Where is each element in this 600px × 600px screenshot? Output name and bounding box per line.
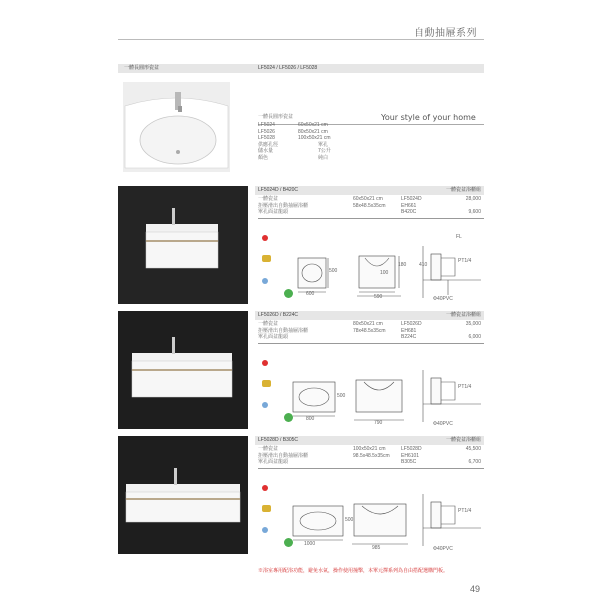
product-header-bar — [118, 64, 484, 73]
set-row: 拒壓滑出自動抽屜浴櫃 58x48.5x35cm EH661 — [258, 202, 417, 209]
set-spec-table — [258, 321, 481, 341]
pipe-label: PT1/4 — [458, 508, 472, 514]
dim-h1: 100 — [380, 270, 389, 276]
blue-cert-badge-icon — [262, 527, 268, 533]
series-title: 自動抽屜系列 — [414, 28, 477, 39]
blue-cert-badge-icon — [262, 278, 268, 284]
blue-cert-badge-icon — [262, 402, 268, 408]
set-row: 拒壓滑出自動抽屜浴櫃 78x48.5x35cm EH681 — [258, 327, 417, 334]
set-spec-table — [258, 196, 481, 216]
green-label-badge-icon — [284, 289, 293, 298]
set-row: 一體瓷盆 80x50x21 cm LF5026D 35,000 — [258, 321, 481, 327]
set-header-bar — [255, 186, 484, 195]
red-flower-badge-icon — [262, 235, 268, 241]
set-photo — [118, 436, 248, 554]
set-row: 單孔面盆龍頭 B420C 9,600 — [258, 209, 481, 215]
dim-width2: 985 — [372, 545, 381, 551]
fl-label: FL — [456, 234, 462, 240]
pvc-label: Φ40PVC — [433, 421, 453, 427]
set-rule — [258, 218, 484, 219]
set-row: 單孔面盆龍頭 B305C 6,700 — [258, 459, 481, 465]
set-row: 一體瓷盆 60x50x21 cm LF5024D 28,000 — [258, 196, 481, 202]
golden-pin-badge-icon — [262, 255, 271, 262]
golden-pin-badge-icon — [262, 505, 271, 512]
set-row: 單孔面盆龍頭 B224C 6,000 — [258, 334, 481, 340]
set-rule — [258, 468, 484, 469]
set-models: LF5024D / B420C — [258, 187, 299, 193]
set-photo — [118, 311, 248, 429]
tagline: Your style of your home — [381, 113, 476, 122]
pipe-label: PT1/4 — [458, 384, 472, 390]
product-bar-models: LF5024 / LF5026 / LF5028 — [258, 65, 318, 71]
footer-note: ※浴室專用配浴功能，避免水氣，操作使用撞擊，本單元擇系列為自由搭配選購門板。 — [258, 568, 449, 574]
dim-width2: 590 — [374, 294, 383, 300]
golden-pin-badge-icon — [262, 380, 271, 387]
set-models: LF5028D / B305C — [258, 437, 299, 443]
product-bar-title: 一體長圓形瓷盆 — [124, 65, 160, 71]
model-row: LF5024 60x50x21 cm — [258, 122, 328, 128]
set-header-bar — [255, 436, 484, 445]
set-rule — [258, 343, 484, 344]
basin-photo — [123, 82, 230, 172]
model-row: LF5026 80x50x21 cm — [258, 128, 328, 135]
spec-row: 供應孔徑 單孔 — [258, 141, 329, 148]
dim-h3: 410 — [419, 262, 428, 268]
set-row: 拒壓滑出自動抽屜浴櫃 98.5x48.5x35cm EH6101 — [258, 452, 420, 459]
set-photo — [118, 186, 248, 304]
dim-depth: 500 — [345, 517, 354, 523]
product-model-list — [258, 122, 331, 161]
set-spec-table — [258, 446, 481, 466]
technical-drawings — [290, 490, 485, 550]
set-row: 一體瓷盆 100x50x21 cm LF5028D 45,500 — [258, 446, 481, 452]
set-type: 一體瓷盆浴櫃組 — [445, 437, 481, 443]
dim-width: 800 — [306, 416, 315, 422]
product-name: 一體長圓形瓷盆 — [258, 114, 294, 120]
technical-drawings — [290, 366, 485, 426]
header-divider — [118, 39, 484, 40]
pvc-label: Φ40PVC — [433, 546, 453, 552]
spec-row: 顏色 純白 — [258, 154, 329, 161]
dim-h2: 180 — [398, 262, 407, 268]
pipe-label: PT1/4 — [458, 258, 472, 264]
set-header-bar — [255, 311, 484, 320]
dim-depth: 500 — [329, 268, 338, 274]
dim-width: 600 — [306, 291, 315, 297]
dim-width: 1000 — [304, 541, 316, 547]
spec-row: 儲水量 7公升 — [258, 148, 331, 154]
technical-drawings — [295, 240, 485, 300]
set-type: 一體瓷盆浴櫃組 — [445, 187, 481, 193]
dim-width2: 790 — [374, 420, 383, 426]
model-row: LF5028 100x50x21 cm — [258, 135, 331, 141]
set-type: 一體瓷盆浴櫃組 — [445, 312, 481, 318]
pvc-label: Φ40PVC — [433, 296, 453, 302]
page-number: 49 — [470, 584, 481, 594]
dim-depth: 500 — [337, 393, 346, 399]
set-models: LF5026D / B224C — [258, 312, 299, 318]
red-flower-badge-icon — [262, 485, 268, 491]
red-flower-badge-icon — [262, 360, 268, 366]
